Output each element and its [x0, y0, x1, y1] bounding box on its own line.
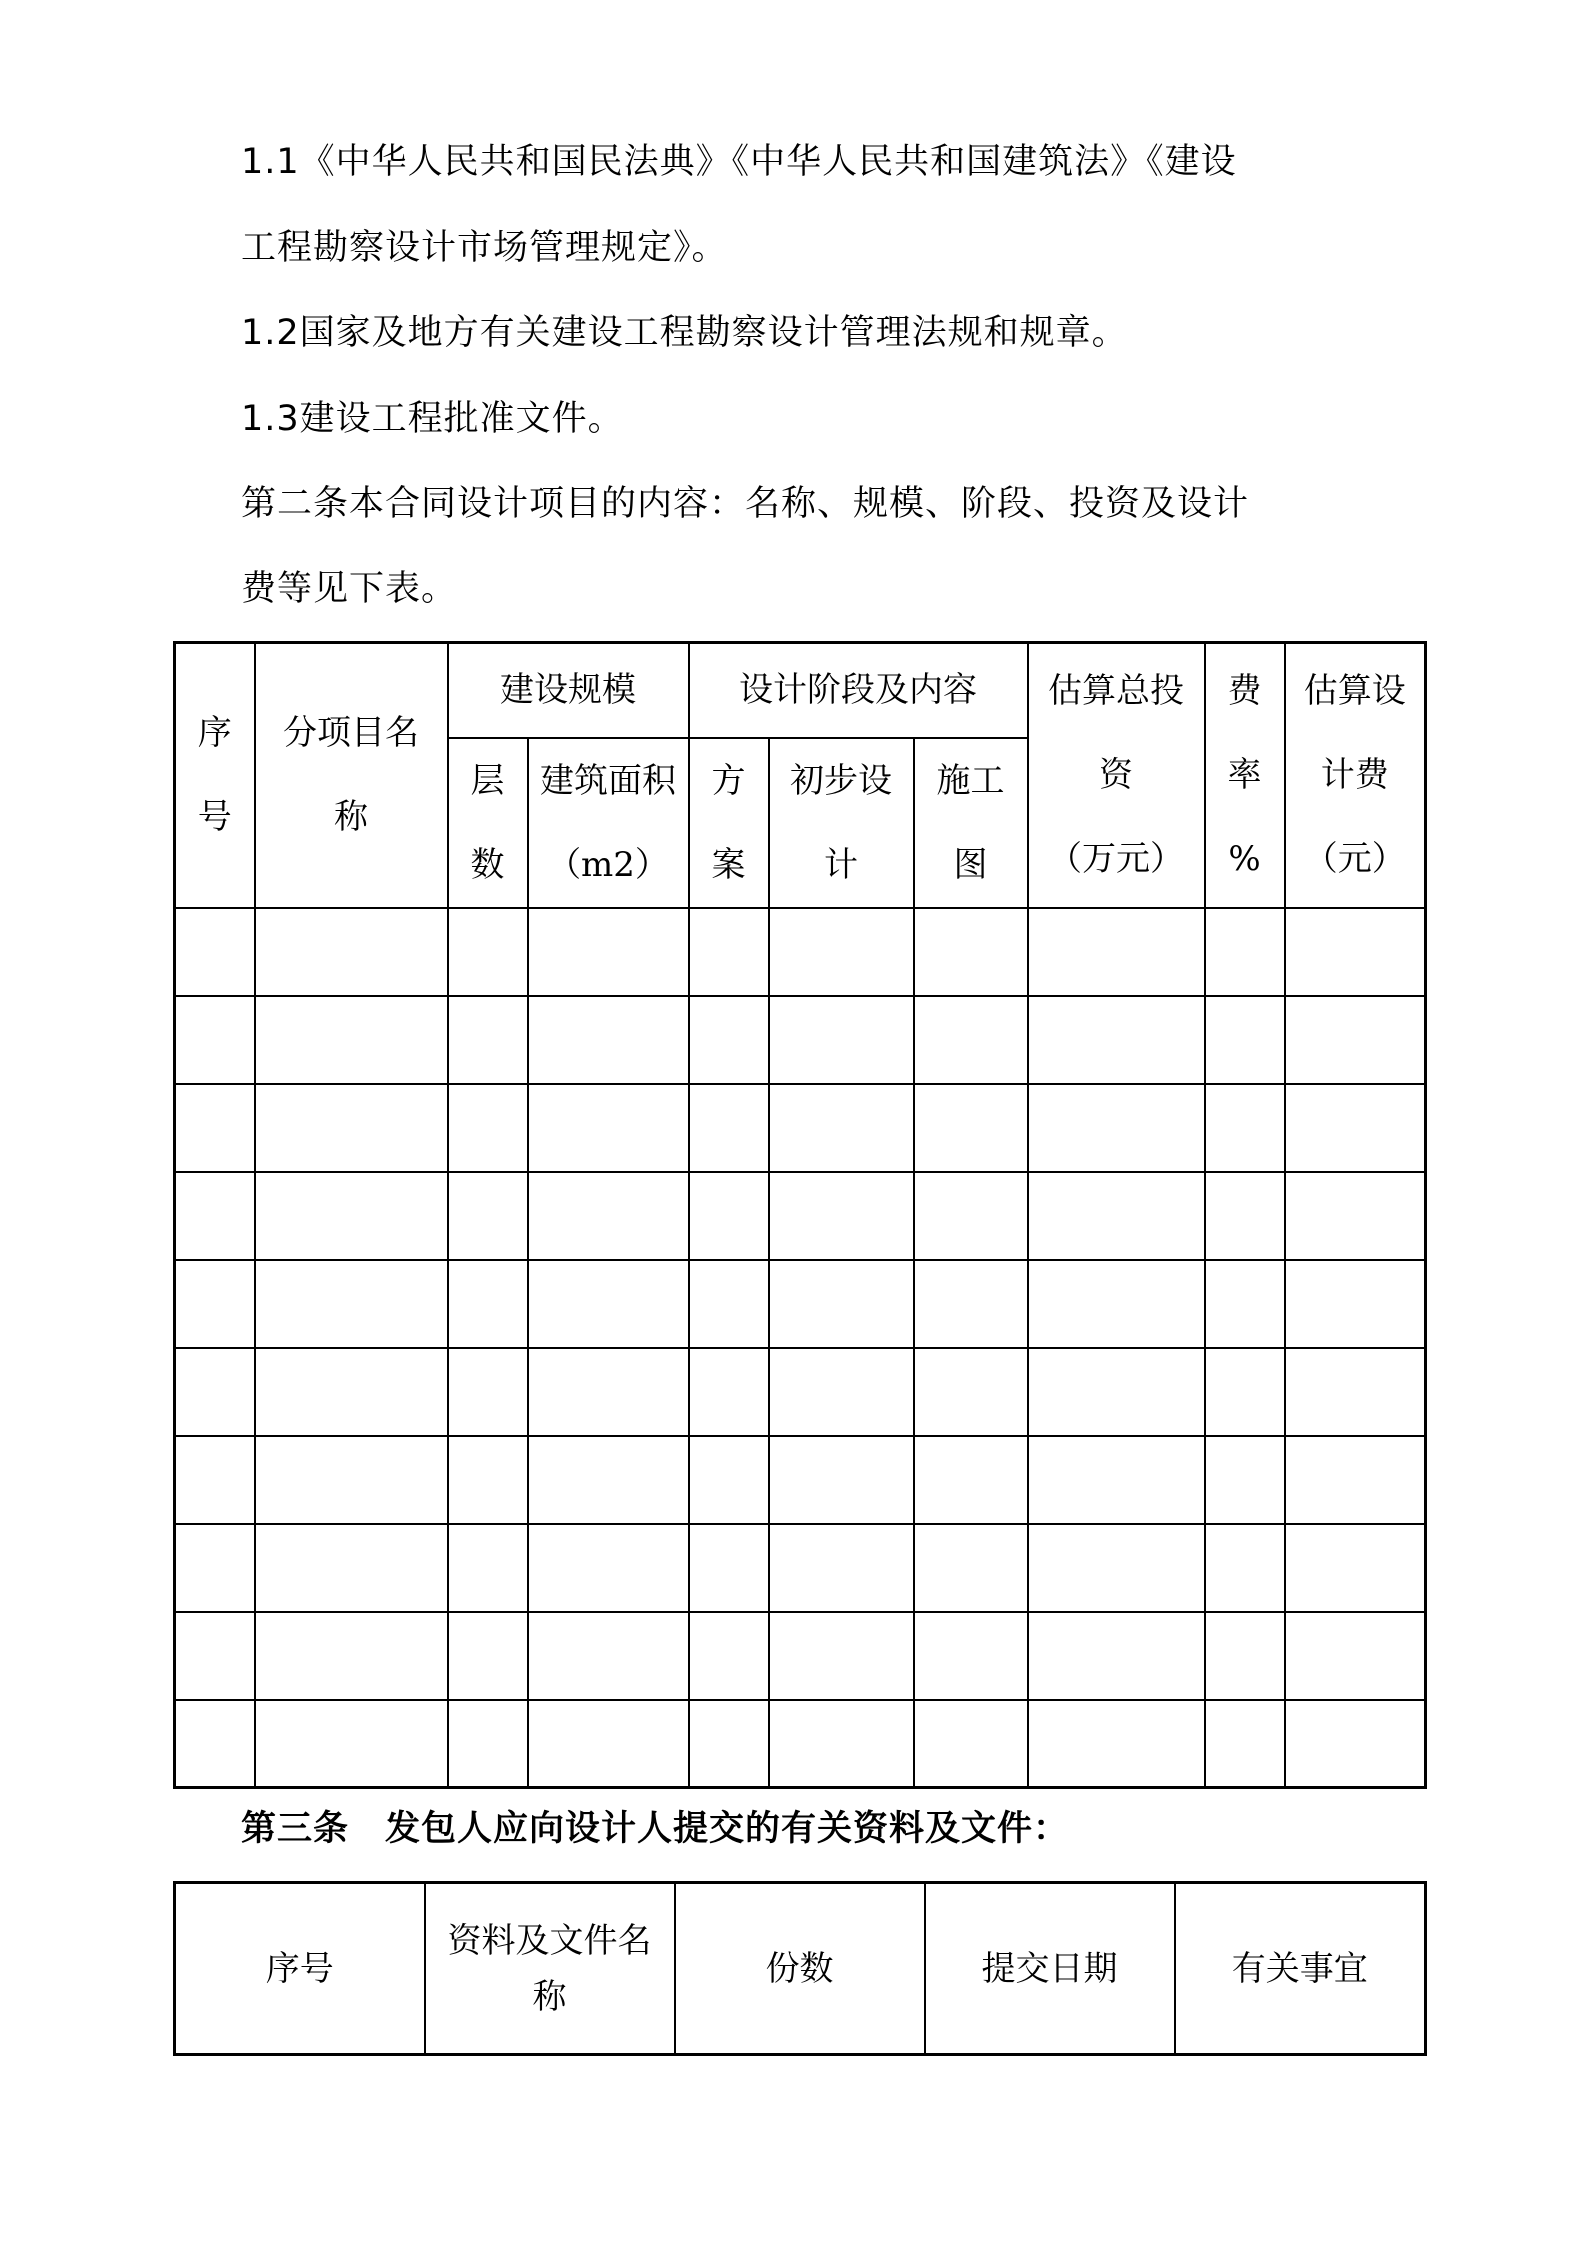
table-cell	[528, 1612, 689, 1700]
header-submit-date: 提交日期	[925, 1883, 1175, 2055]
article-2-line1: 第二条本合同设计项目的内容：名称、规模、阶段、投资及设计	[241, 484, 1250, 524]
table-cell	[1285, 1700, 1426, 1788]
table-cell	[448, 1084, 528, 1172]
header-fee-rate: 费 率 %	[1205, 643, 1285, 908]
table-cell	[769, 996, 914, 1084]
table-row	[175, 908, 1426, 996]
table-cell	[769, 908, 914, 996]
table-cell	[255, 1612, 448, 1700]
table-cell	[175, 1260, 255, 1348]
table-row	[175, 1436, 1426, 1524]
table-cell	[448, 1700, 528, 1788]
table-cell	[528, 996, 689, 1084]
table-cell	[769, 1348, 914, 1436]
table-cell	[1285, 1172, 1426, 1260]
table-cell	[689, 1436, 769, 1524]
table-cell	[448, 1524, 528, 1612]
table-row	[175, 996, 1426, 1084]
header-building-area: 建筑面积 （m2）	[528, 738, 689, 908]
table-cell	[175, 1084, 255, 1172]
table-cell	[448, 996, 528, 1084]
table-cell	[914, 1084, 1028, 1172]
header-estimated-investment: 估算总投 资 （万元）	[1028, 643, 1205, 908]
table-cell	[175, 1348, 255, 1436]
design-items-table	[173, 641, 1427, 1789]
table-cell	[1028, 1260, 1205, 1348]
table-cell	[1028, 1172, 1205, 1260]
table-cell	[689, 1260, 769, 1348]
header-floors: 层 数	[448, 738, 528, 908]
header-preliminary-design: 初步设 计	[769, 738, 914, 908]
table-cell	[769, 1260, 914, 1348]
table-cell	[689, 1084, 769, 1172]
table-cell	[1028, 996, 1205, 1084]
table-cell	[914, 1524, 1028, 1612]
table-row	[175, 1612, 1426, 1700]
table-cell	[528, 1700, 689, 1788]
table-cell	[769, 1524, 914, 1612]
table-cell	[1205, 996, 1285, 1084]
table-cell	[528, 1348, 689, 1436]
table-cell	[448, 1612, 528, 1700]
table-cell	[1205, 1524, 1285, 1612]
header-item-name: 分项目名 称	[255, 643, 448, 908]
table-cell	[175, 1612, 255, 1700]
table-cell	[528, 1436, 689, 1524]
table-cell	[255, 1348, 448, 1436]
table-cell	[255, 1524, 448, 1612]
table-cell	[914, 1612, 1028, 1700]
para-1-3: 1.3建设工程批准文件。	[241, 399, 624, 439]
table-row	[175, 1172, 1426, 1260]
table-cell	[528, 1524, 689, 1612]
table-cell	[1285, 1348, 1426, 1436]
header-construction-drawing: 施工 图	[914, 738, 1028, 908]
table-cell	[689, 1524, 769, 1612]
table-cell	[175, 1436, 255, 1524]
table-cell	[1205, 908, 1285, 996]
table-cell	[255, 1084, 448, 1172]
table-cell	[769, 1084, 914, 1172]
table-cell	[528, 908, 689, 996]
table-cell	[448, 1436, 528, 1524]
article-3-heading: 第三条 发包人应向设计人提交的有关资料及文件：	[241, 1809, 1070, 1849]
table-cell	[528, 1172, 689, 1260]
table-row	[175, 1524, 1426, 1612]
header-related-matters: 有关事宜	[1175, 1883, 1426, 2055]
table-cell	[1285, 1084, 1426, 1172]
table-cell	[1285, 996, 1426, 1084]
table-cell	[175, 908, 255, 996]
table-cell	[1205, 1436, 1285, 1524]
table-cell	[689, 1172, 769, 1260]
table-cell	[255, 996, 448, 1084]
table-cell	[914, 1348, 1028, 1436]
table-row	[175, 1084, 1426, 1172]
table-cell	[255, 908, 448, 996]
header-copies: 份数	[675, 1883, 925, 2055]
table-cell	[1028, 1612, 1205, 1700]
table-cell	[1028, 908, 1205, 996]
table-cell	[255, 1172, 448, 1260]
table-cell	[1285, 1612, 1426, 1700]
table-cell	[448, 1172, 528, 1260]
table-cell	[175, 1524, 255, 1612]
table-row	[175, 1700, 1426, 1788]
table-cell	[1205, 1348, 1285, 1436]
table-cell	[255, 1260, 448, 1348]
table-cell	[255, 1700, 448, 1788]
table-cell	[448, 908, 528, 996]
table-cell	[914, 1700, 1028, 1788]
header-doc-seq: 序号	[175, 1883, 425, 2055]
header-scheme: 方 案	[689, 738, 769, 908]
table-cell	[914, 996, 1028, 1084]
table-cell	[255, 1436, 448, 1524]
table-cell	[689, 996, 769, 1084]
table-row	[175, 1260, 1426, 1348]
header-estimated-fee: 估算设 计费 （元）	[1285, 643, 1426, 908]
article-2-line2: 费等见下表。	[241, 569, 458, 609]
header-doc-name: 资料及文件名 称	[425, 1883, 675, 2055]
table-cell	[769, 1700, 914, 1788]
table-cell	[769, 1612, 914, 1700]
header-design-stage: 设计阶段及内容	[689, 643, 1028, 738]
table-cell	[689, 908, 769, 996]
table-cell	[528, 1084, 689, 1172]
table-cell	[914, 1260, 1028, 1348]
table-cell	[528, 1260, 689, 1348]
table-cell	[1028, 1436, 1205, 1524]
table-cell	[1285, 1524, 1426, 1612]
table-cell	[1205, 1084, 1285, 1172]
documents-table	[173, 1881, 1427, 2056]
para-1-2: 1.2国家及地方有关建设工程勘察设计管理法规和规章。	[241, 313, 1128, 353]
table-cell	[175, 1700, 255, 1788]
table-cell	[1028, 1524, 1205, 1612]
para-1-1-line2: 工程勘察设计市场管理规定》。	[241, 228, 728, 268]
table-cell	[1028, 1700, 1205, 1788]
table-cell	[175, 996, 255, 1084]
table-cell	[1028, 1084, 1205, 1172]
header-seq: 序 号	[175, 643, 255, 908]
table-cell	[1205, 1612, 1285, 1700]
table-cell	[914, 1436, 1028, 1524]
table-cell	[1028, 1348, 1205, 1436]
table-cell	[914, 908, 1028, 996]
table-cell	[1285, 1436, 1426, 1524]
table-cell	[1205, 1172, 1285, 1260]
table-cell	[769, 1172, 914, 1260]
table-cell	[689, 1348, 769, 1436]
table-cell	[175, 1172, 255, 1260]
table-cell	[1285, 1260, 1426, 1348]
table-row	[175, 1348, 1426, 1436]
para-1-1-line1: 1.1《中华人民共和国民法典》《中华人民共和国建筑法》《建设	[241, 142, 1237, 182]
table-cell	[448, 1348, 528, 1436]
table-cell	[769, 1436, 914, 1524]
table-cell	[1285, 908, 1426, 996]
table-cell	[1205, 1700, 1285, 1788]
table-cell	[689, 1700, 769, 1788]
table-cell	[1205, 1260, 1285, 1348]
table-cell	[914, 1172, 1028, 1260]
table-cell	[448, 1260, 528, 1348]
table-cell	[689, 1612, 769, 1700]
header-construction-scale: 建设规模	[448, 643, 689, 738]
